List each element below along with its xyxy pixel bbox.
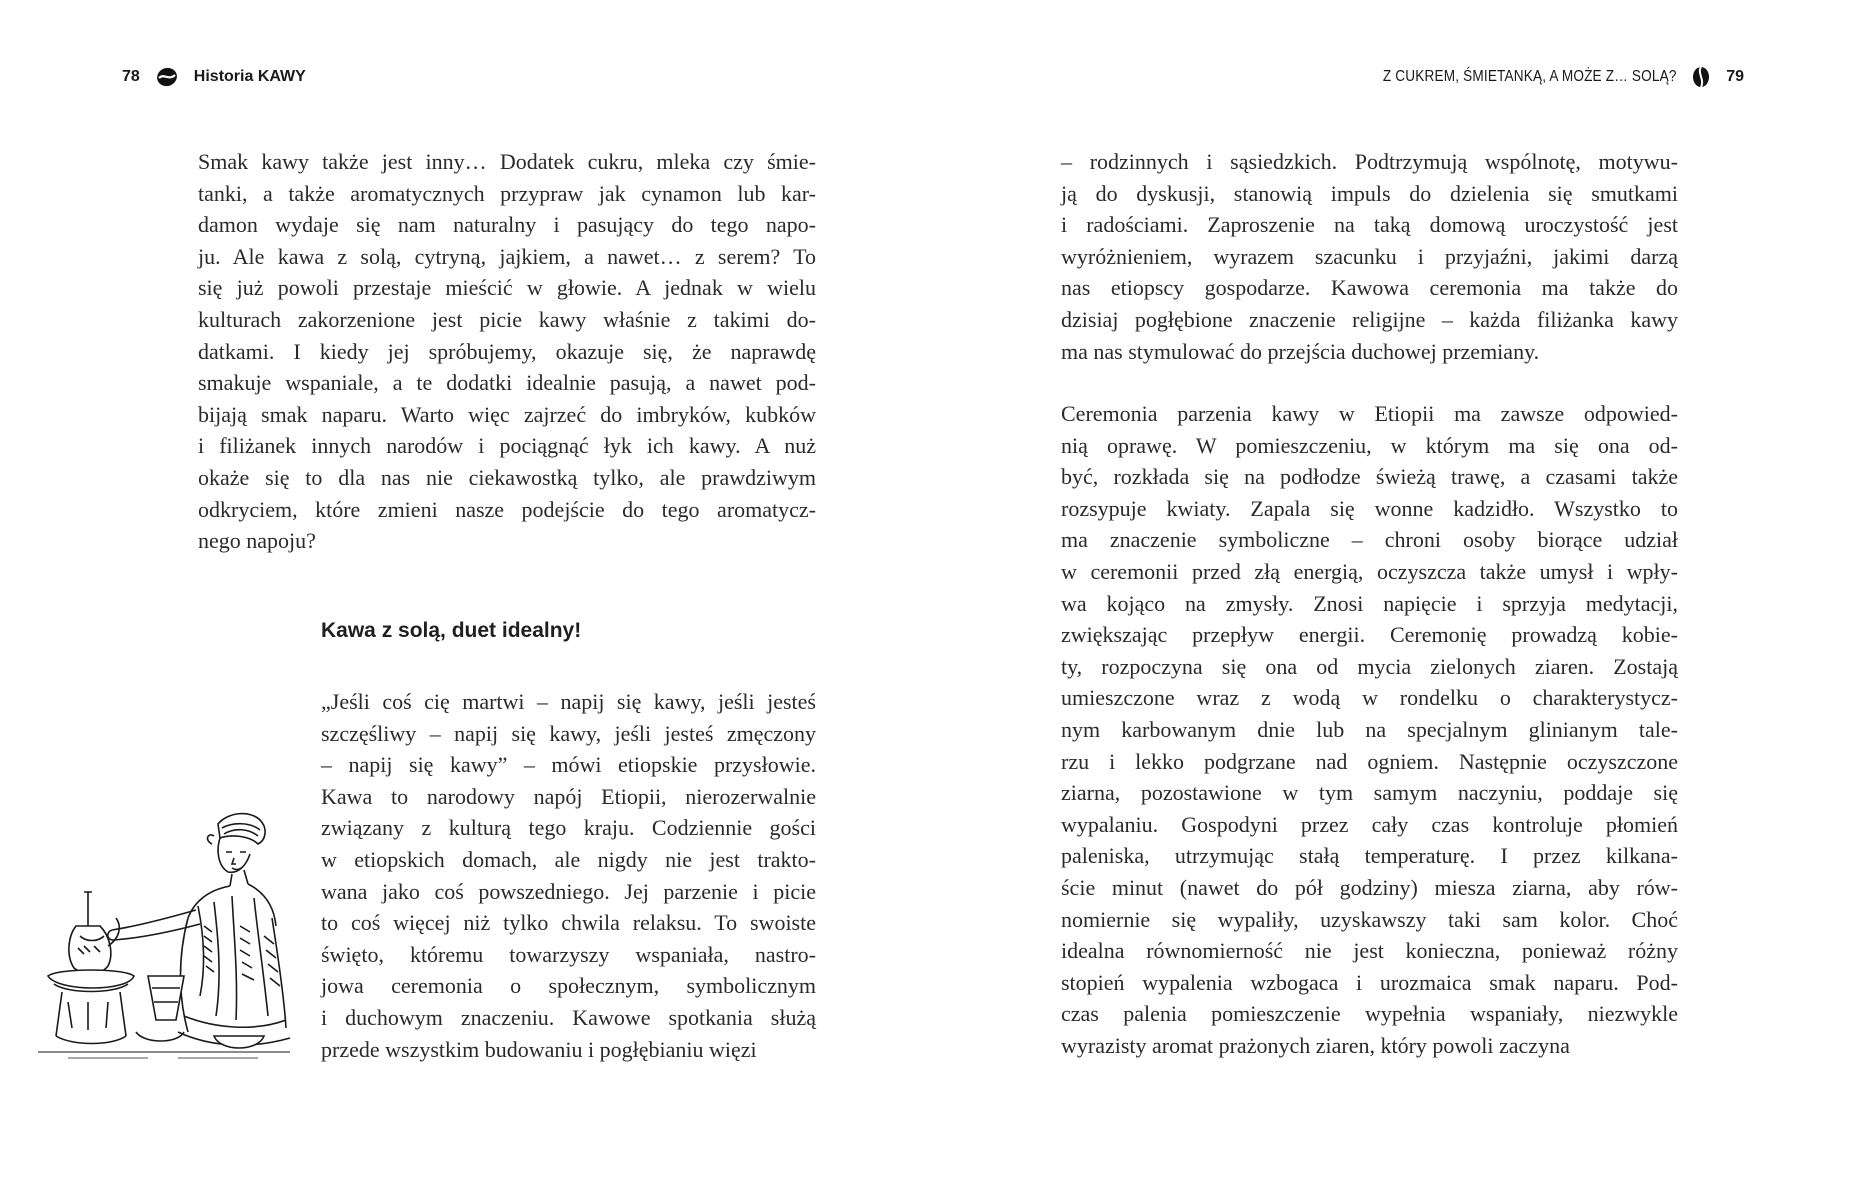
text-line: ma znaczenie symboliczne – chroni osoby biorące udział — [1061, 527, 1678, 553]
text-line: szczęśliwy – napij się kawy, jeśli jesteś zmęczony — [321, 720, 816, 746]
running-head-right: Z CUKREM, ŚMIETANKĄ, A MOŻE Z… SOLĄ? — [1382, 68, 1677, 85]
text-line: w etiopskich domach, ale nigdy nie jest trakto- — [321, 846, 816, 872]
text-line: tanki, a także aromatycznych przypraw jak cynamon lub kar- — [198, 180, 816, 206]
paragraph-2 — [1061, 398, 1678, 1061]
text-line: ty, rozpoczyna się ona od mycia zielonych ziaren. Zostają — [1061, 653, 1678, 679]
text-line: rozsypuje kwiaty. Zapala się wonne kadzidło. Wszystko to — [1061, 495, 1678, 521]
text-line: ziarna, pozostawione w tym samym naczyniu, poddaje się — [1061, 780, 1678, 806]
text-line: związany z kulturą tego kraju. Codziennie gości — [321, 815, 816, 841]
text-line: wa kojąco na zmysły. Znosi napięcie i sprzyja medytacji, — [1061, 590, 1678, 616]
coffee-bean-icon — [156, 66, 178, 88]
text-line: nego napoju? — [198, 528, 316, 554]
text-line: okaże się to dla nas nie ciekawostką tylko, ale prawdziwym — [198, 464, 816, 490]
running-head-left: Historia KAWY — [193, 68, 306, 85]
right-page — [931, 0, 1862, 1200]
text-line: ją do dyskusji, stanowią impuls do dzielenia się smutkami — [1061, 180, 1678, 206]
text-line: być, rozkłada się na podłodze świeżą trawę, a czasami także — [1061, 464, 1678, 490]
text-line: to coś więcej niż tylko chwila relaksu. To swoiste — [321, 910, 816, 936]
text-line: wyróżnieniem, wyrazem szacunku i przyjaźni, jakimi darzą — [1061, 243, 1678, 269]
text-line: – napij się kawy” – mówi etiopskie przysłowie. — [321, 752, 816, 778]
text-line: umieszczone wraz z wodą w rondelku o charakterystycz- — [1061, 685, 1678, 711]
text-line: smakuje wspaniale, a te dodatki idealnie pasują, a nawet pod- — [198, 370, 816, 396]
right-header — [1331, 62, 1744, 92]
page-number-left: 78 — [122, 68, 140, 85]
text-line: wypalaniu. Gospodyni przez cały czas kontroluje płomień — [1061, 811, 1678, 837]
left-header — [122, 62, 306, 92]
text-line: ju. Ale kawa z solą, cytryną, jajkiem, a nawet… z serem? To — [198, 243, 816, 269]
text-line: damon wydaje się nam naturalny i pasujący do tego napo- — [198, 212, 816, 238]
text-line: się już powoli przestaje mieścić w głowie. A jednak w wielu — [198, 275, 816, 301]
text-line: „Jeśli coś cię martwi – napij się kawy, jeśli jesteś — [321, 689, 816, 714]
text-line: Ceremonia parzenia kawy w Etiopii ma zawsze odpowied- — [1061, 401, 1678, 426]
text-line: wyrazisty aromat prażonych ziaren, który powoli zaczyna — [1061, 1032, 1570, 1058]
text-line: idealna równomierność nie jest konieczna, ponieważ różny — [1061, 938, 1678, 964]
text-line: jowa ceremonia o społecznym, symbolicznym — [321, 973, 816, 999]
paragraph-1 — [1061, 146, 1678, 367]
text-line: nią oprawę. W pomieszczeniu, w którym ma się ona od- — [1061, 432, 1678, 458]
text-line: i radościami. Zaproszenie na taką domową uroczystość jest — [1061, 212, 1678, 238]
text-line: nomiernie się wypaliły, uzyskawszy taki sam kolor. Choć — [1061, 906, 1678, 932]
text-line: datkami. I kiedy jej spróbujemy, okazuje się, że naprawdę — [198, 338, 816, 364]
text-line: czas palenia pomieszczenie wypełnia wspaniały, niezwykle — [1061, 1001, 1678, 1027]
text-line: Smak kawy także jest inny… Dodatek cukru, mleka czy śmie- — [198, 149, 816, 174]
text-line: kulturach zakorzenione jest picie kawy właśnie z takimi do- — [198, 306, 816, 332]
woman-coffee-ceremony-illustration — [28, 806, 296, 1064]
text-line: zwiększając przepływ energii. Ceremonię prowadzą kobie- — [1061, 622, 1678, 648]
page-number-right: 79 — [1726, 68, 1744, 85]
text-line: bijają smak naparu. Warto więc zajrzeć do imbryków, kubków — [198, 401, 816, 427]
text-line: odkryciem, które zmieni nasze podejście do tego aromatycz- — [198, 496, 816, 522]
text-line: stopień wypalenia wzbogaca i urozmaica smak naparu. Pod- — [1061, 969, 1678, 995]
text-line: i duchowym znaczeniu. Kawowe spotkania służą — [321, 1004, 816, 1030]
text-line: dzisiaj pogłębione znaczenie religijne – każda filiżanka kawy — [1061, 306, 1678, 332]
text-line: wana jako coś powszedniego. Jej parzenie i picie — [321, 878, 816, 904]
text-line: w ceremonii przed złą energią, oczyszcza także umysł i wpły- — [1061, 558, 1678, 584]
section-paragraph — [321, 686, 816, 1065]
intro-paragraph — [198, 146, 816, 557]
text-line: święto, któremu towarzyszy wspaniała, nastro- — [321, 941, 816, 967]
text-line: i filiżanek innych narodów i pociągnąć łyk ich kawy. A nuż — [198, 433, 816, 459]
text-line: ma nas stymulować do przejścia duchowej przemiany. — [1061, 338, 1540, 364]
text-line: przede wszystkim budowaniu i pogłębianiu więzi — [321, 1036, 757, 1062]
text-line: Kawa to narodowy napój Etiopii, nierozerwalnie — [321, 783, 816, 809]
text-line: nym karbowanym dnie lub na specjalnym glinianym tale- — [1061, 716, 1678, 742]
section-subheading: Kawa z solą, duet idealny! — [321, 619, 582, 642]
text-line: paleniska, utrzymując stałą temperaturę. I przez kilkana- — [1061, 843, 1678, 869]
text-line: ście minut (nawet do pół godziny) miesza ziarna, aby rów- — [1061, 874, 1678, 900]
coffee-bean-icon — [1692, 66, 1710, 88]
text-line: nas etiopscy gospodarze. Kawowa ceremonia ma także do — [1061, 275, 1678, 301]
text-line: rzu i lekko podgrzane nad ogniem. Następnie oczyszczone — [1061, 748, 1678, 774]
text-line: – rodzinnych i sąsiedzkich. Podtrzymują wspólnotę, motywu- — [1061, 149, 1678, 174]
